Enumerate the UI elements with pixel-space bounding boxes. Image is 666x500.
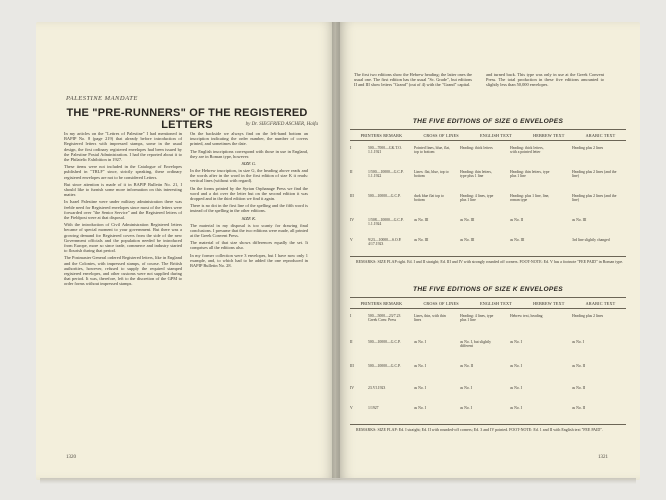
printer-remark: 9/23—10000—S.O.P. 4/17.1923: [368, 238, 402, 247]
article-title: THE "PRE-RUNNERS" OF THE REGISTERED LETTERS: [66, 107, 308, 131]
table-row: [350, 406, 626, 422]
table-row: [350, 218, 626, 234]
english-text: as No. I: [460, 386, 472, 390]
hebrew-text: as No. III: [510, 238, 525, 242]
page-edge-shadow: [40, 478, 636, 484]
english-text: as No. I, but slightly different: [460, 340, 492, 349]
english-text: Heading: thin letters, type plus 1 line: [460, 170, 492, 179]
size-k-heading: SIZE K.: [241, 215, 257, 221]
hebrew-text: Heading: thick letters, with a pointed letter: [510, 146, 544, 155]
arabic-text: as No. II: [572, 364, 586, 368]
paragraph: On the forms printed by the Syrian Orphanage Press we find the word and a dot over the letter but on the second edition it was dropped and in the third edition we find it again.: [190, 185, 308, 202]
printer-remark: 1/508—10000—G.C.P. 1.1.1924: [368, 218, 404, 227]
size-g-table-title: THE FIVE EDITIONS OF SIZE G ENVELOPES: [412, 118, 564, 125]
table-row: [350, 194, 626, 210]
paragraph: The first two editions show the Hebrew heading; the latter ones the usual one. The first edition has the usual "Sc. Grade", but editions II and III show letters "Grand" (out of 4) with the "Grand" capital.: [354, 72, 472, 88]
intro-column-right: [486, 72, 604, 88]
size-g-remarks: REMARKS: SIZE FLAP right. Ed. I and II straight; Ed. III and IV with strongly rounded off corners. FOOT-NOTE: Ed. V has a footnote "FEE PAID" in Roman type.: [356, 259, 624, 264]
cross-lines: Lines: flat, blue, top to bottom: [414, 170, 449, 179]
paragraph: But since attention is made of it in BAPIP Bulletin No. 21, I should like to furnish some more information on this interesting matter.: [64, 181, 182, 198]
table-rule: [350, 424, 626, 425]
table-row: [350, 386, 626, 402]
paragraph: In Israel Palestine were under military administration there was feeble need for Registered envelopes since most of the letters were forwarded over "the Senior Service" and the Registered letters of the Fieldpost were at that disposal.: [64, 199, 182, 221]
size-g-table-header: [350, 133, 626, 138]
printer-remark: 500—7000—GK.T.O. 1.1.1921: [368, 146, 402, 155]
book-spine: [332, 22, 340, 480]
english-text: as No. III: [460, 218, 475, 222]
hebrew-text: Heading: plus 1 line, line, roman type: [510, 194, 550, 203]
arabic-text: as No. III: [572, 218, 587, 222]
arabic-text: as No. I: [572, 340, 584, 344]
paragraph: and turned back. This type was only in use at the Greek Convent Press. The total production in these five editions amounted to slightly less than 50,000 envelopes.: [486, 72, 604, 88]
printer-remark: 1/1927: [368, 406, 379, 410]
page-number: 1321: [598, 455, 608, 460]
hebrew-text: as No. II: [510, 218, 524, 222]
cross-lines: as No. III: [414, 238, 429, 242]
column-header: HEBREW TEXT: [533, 133, 565, 138]
hebrew-text: as No. I: [510, 364, 522, 368]
printer-remark: 23.VI.1923: [368, 386, 386, 390]
edition-id: I: [350, 146, 352, 150]
english-text: Heading: 4 lines, type plus 1 line: [460, 194, 494, 203]
arabic-text: 3rd line slightly changed: [572, 238, 610, 242]
paragraph: There is no dot in the first line of the spelling and the fifth word is instead of the spelling in the other editions.: [190, 203, 308, 214]
column-header: PRINTERS REMARK: [360, 133, 403, 138]
printer-remark: 1/500—10000—G.C.P. 1.1.1922: [368, 170, 404, 179]
english-text: Heading: 4 lines, type plus 1 line: [460, 314, 494, 323]
paragraph: The English inscriptions correspond with those in use in England, they are in Roman type, however.: [190, 148, 308, 159]
table-row: [350, 238, 626, 254]
section-tag: PALESTINE MANDATE: [66, 95, 138, 102]
hebrew-text: Heading: thin letters, type plus 1 line: [510, 170, 550, 179]
edition-id: V: [350, 406, 353, 410]
column-header: PRINTERS REMARK: [360, 301, 403, 306]
cross-lines: Lines, thin, with thin lines: [414, 314, 446, 323]
paragraph: The Postmaster General ordered Registered letters, like in England and the Colonies, with impressed stamps, of course. The British authorities, however, refused to supply the required stamped registered envelopes, and other customs were not supplied during that period. It was, therefore, left to the discretion of the GPM to order forms without impressed stamps.: [64, 255, 182, 287]
paragraph: These items were not included in the Catalogue of Envelopes published in "TRLF" since, strictly speaking, these ordinary registered envelopes are not to be considered Letters.: [64, 164, 182, 180]
arabic-text: as No. II: [572, 386, 586, 390]
english-text: as No. III: [460, 238, 475, 242]
table-row: [350, 314, 626, 330]
hebrew-text: Hebrew text, heading: [510, 314, 543, 318]
column-header: ENGLISH TEXT: [479, 133, 512, 138]
table-row: [350, 340, 626, 356]
paragraph: In the Hebrew inscription, in size G, the heading above reads and the words after in the word in the first edition of size K it reads: vertical lines (without with regard).: [190, 168, 308, 184]
column-header: ENGLISH TEXT: [479, 301, 512, 306]
hebrew-text: as No. I: [510, 386, 522, 390]
table-rule: [350, 297, 626, 298]
printer-remark: 500—10000—G.C.P.: [368, 340, 401, 344]
english-text: as No. II: [460, 364, 474, 368]
cross-lines: dark blue flat top to bottom: [414, 194, 444, 203]
size-k-table-title: THE FIVE EDITIONS OF SIZE K ENVELOPES: [413, 286, 563, 293]
arabic-text: Heading plus 2 lines (and the line): [572, 170, 617, 179]
page-number: 1320: [66, 455, 76, 460]
size-k-table-header: [350, 301, 626, 306]
paragraph: With the introduction of Civil Administration Registered letters became of special moment to your government. But there was a growing demand for Registered covers from the side of the new Government officials and the population needed be introduced from Europe, more so since trade, commerce and industry started to flourish during that period.: [64, 222, 182, 254]
cross-lines: as No. I: [414, 340, 426, 344]
size-k-remarks: REMARKS: SIZE FLAP: Ed. I straight; Ed. II with rounded-off corners; Ed. 3 and IV pointed. FOOT-NOTE: Ed. 1 and II with English text "FEE PAID".: [356, 427, 603, 432]
cross-lines: as No. I: [414, 406, 426, 410]
column-header: ARABIC TEXT: [585, 133, 616, 138]
hebrew-text: as No. I: [510, 340, 522, 344]
arabic-text: Heading plus 2 lines: [572, 314, 604, 318]
paragraph: In my articles on the "Lettres of Palestine" I had mentioned in BAPIP No. 8 (page 219) that already before introduction of Registered letters with impressed stamps, some in the usual design, the first ordinary registered envelopes had been issued by the Palestine Postal Administration. I had the reported about it to the Philatelic Exhibition in 1927.: [64, 131, 182, 163]
paragraph: The material of that size shows differences equally the set. It comprises all the editions also.: [190, 240, 308, 251]
article-column-2: [190, 131, 308, 449]
edition-id: V: [350, 238, 353, 242]
paragraph: In my former collection were 3 envelopes, but I have now only 1 example, and, to which had to be added the one reproduced in BAPIP Bulletin No. 28.: [190, 252, 308, 269]
arabic-text: Heading plus 2 lines: [572, 146, 604, 150]
right-page: [336, 22, 640, 480]
size-g-heading: SIZE G.: [241, 161, 257, 167]
edition-id: I: [350, 314, 352, 318]
cross-lines: as No. I: [414, 386, 426, 390]
arabic-text: as No. II: [572, 406, 586, 410]
column-header: ARABIC TEXT: [585, 301, 616, 306]
hebrew-text: as No. I: [510, 406, 522, 410]
edition-id: II: [350, 340, 353, 344]
paragraph: On the backside we always find on the left-hand bottom an inscription indicating the order number, the number of covers printed, and sometimes the date.: [190, 131, 308, 147]
table-rule: [350, 129, 626, 130]
edition-id: III: [350, 194, 354, 198]
table-row: [350, 146, 626, 162]
cross-lines: Pointed lines, blue, flat, top to bottom: [414, 146, 451, 155]
table-rule: [350, 140, 626, 141]
table-rule: [350, 308, 626, 309]
printer-remark: 500—10000—G.C.P.: [368, 364, 401, 368]
cross-lines: as No. I: [414, 364, 426, 368]
english-text: Heading: thick letters: [460, 146, 493, 150]
intro-column-left: [354, 72, 472, 88]
table-row: [350, 170, 626, 186]
edition-id: III: [350, 364, 354, 368]
edition-id: IV: [350, 218, 355, 222]
paragraph: The material in my disposal is too scanty for drawing final conclusions. I presume that the two editions were made, all printed at the Greek Convent Press.: [190, 222, 308, 239]
english-text: as No. I: [460, 406, 472, 410]
left-page: [36, 22, 336, 480]
table-row: [350, 364, 626, 380]
article-column-1: [64, 131, 182, 449]
column-header: HEBREW TEXT: [533, 301, 565, 306]
edition-id: IV: [350, 386, 355, 390]
arabic-text: Heading plus 2 lines (and the line): [572, 194, 617, 203]
table-rule: [350, 256, 626, 257]
column-header: CROSS OF LINES: [423, 301, 459, 306]
edition-id: II: [350, 170, 353, 174]
column-header: CROSS OF LINES: [423, 133, 459, 138]
magazine-spread: [36, 22, 640, 482]
cross-lines: as No. III: [414, 218, 429, 222]
article-byline: by Dr. SIEGFRIED ASCHER, Haifa: [245, 122, 318, 127]
printer-remark: 500—10000—G.C.P.: [368, 194, 401, 198]
printer-remark: 500—5000—23/7.23 Greek Conv. Press: [368, 314, 401, 323]
